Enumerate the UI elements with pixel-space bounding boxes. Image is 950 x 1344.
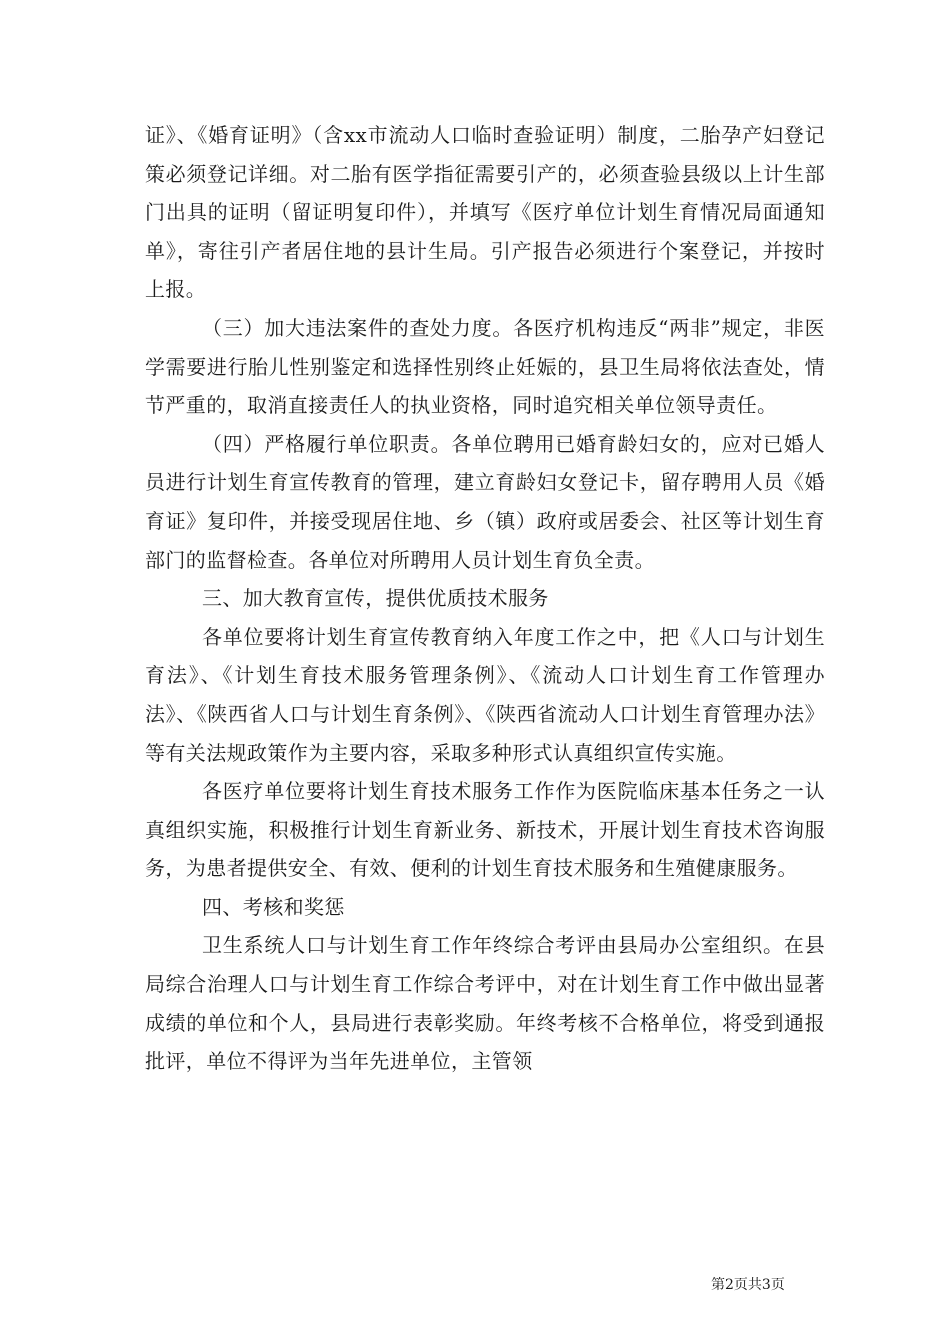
paragraph-technical-services: 各医疗单位要将计划生育技术服务工作作为医院临床基本任务之一认真组织实施，积极推行计划生育新业务、新技术，开展计划生育技术咨询服务，为患者提供安全、有效、便利的计划生育技术服务和生殖健康服务。 — [145, 779, 825, 881]
paragraph-section-3-enforcement: （三）加大违法案件的查处力度。各医疗机构违反“两非”规定，非医学需要进行胎儿性别鉴定和选择性别终止妊娠的，县卫生局将依法查处，情节严重的，取消直接责任人的执业资格，同时追究相关单位领导责任。 — [145, 315, 825, 418]
page-number-footer: 第2页共3页 — [711, 1277, 785, 1293]
paragraph-assessment-rewards: 卫生系统人口与计划生育工作年终综合考评由县局办公室组织。在县局综合治理人口与计划生育工作综合考评中，对在计划生育工作中做出显著成绩的单位和个人，县局进行表彰奖励。年终考核不合格单位，将受到通报批评，单位不得评为当年先进单位，主管领 — [145, 933, 825, 1074]
paragraph-continued-certificate-rules: 证》、《婚育证明》（含xx市流动人口临时查验证明）制度，二胎孕产妇登记策必须登记详细。对二胎有医学指征需要引产的，必须查验县级以上计生部门出具的证明（留证明复印件），并填写《医疗单位计划生育情况局面通知单》，寄往引产者居住地的县计生局。引产报告必须进行个案登记，并按时上报。 — [145, 123, 825, 302]
heading-part-4-assessment: 四、考核和奖惩 — [202, 894, 345, 919]
paragraph-section-4-unit-duties: （四）严格履行单位职责。各单位聘用已婚育龄妇女的，应对已婚人员进行计划生育宣传教育的管理，建立育龄妇女登记卡，留存聘用人员《婚育证》复印件，并接受现居住地、乡（镇）政府或居委会、社区等计划生育部门的监督检查。各单位对所聘用人员计划生育负全责。 — [145, 431, 825, 572]
document-body — [145, 116, 825, 1081]
heading-part-3-education: 三、加大教育宣传，提供优质技术服务 — [202, 586, 549, 611]
paragraph-education-publicity: 各单位要将计划生育宣传教育纳入年度工作之中，把《人口与计划生育法》、《计划生育技术服务管理条例》、《流动人口计划生育工作管理办法》、《陕西省人口与计划生育条例》、《陕西省流动人口计划生育管理办法》等有关法规政策作为主要内容，采取多种形式认真组织宣传实施。 — [145, 624, 825, 765]
